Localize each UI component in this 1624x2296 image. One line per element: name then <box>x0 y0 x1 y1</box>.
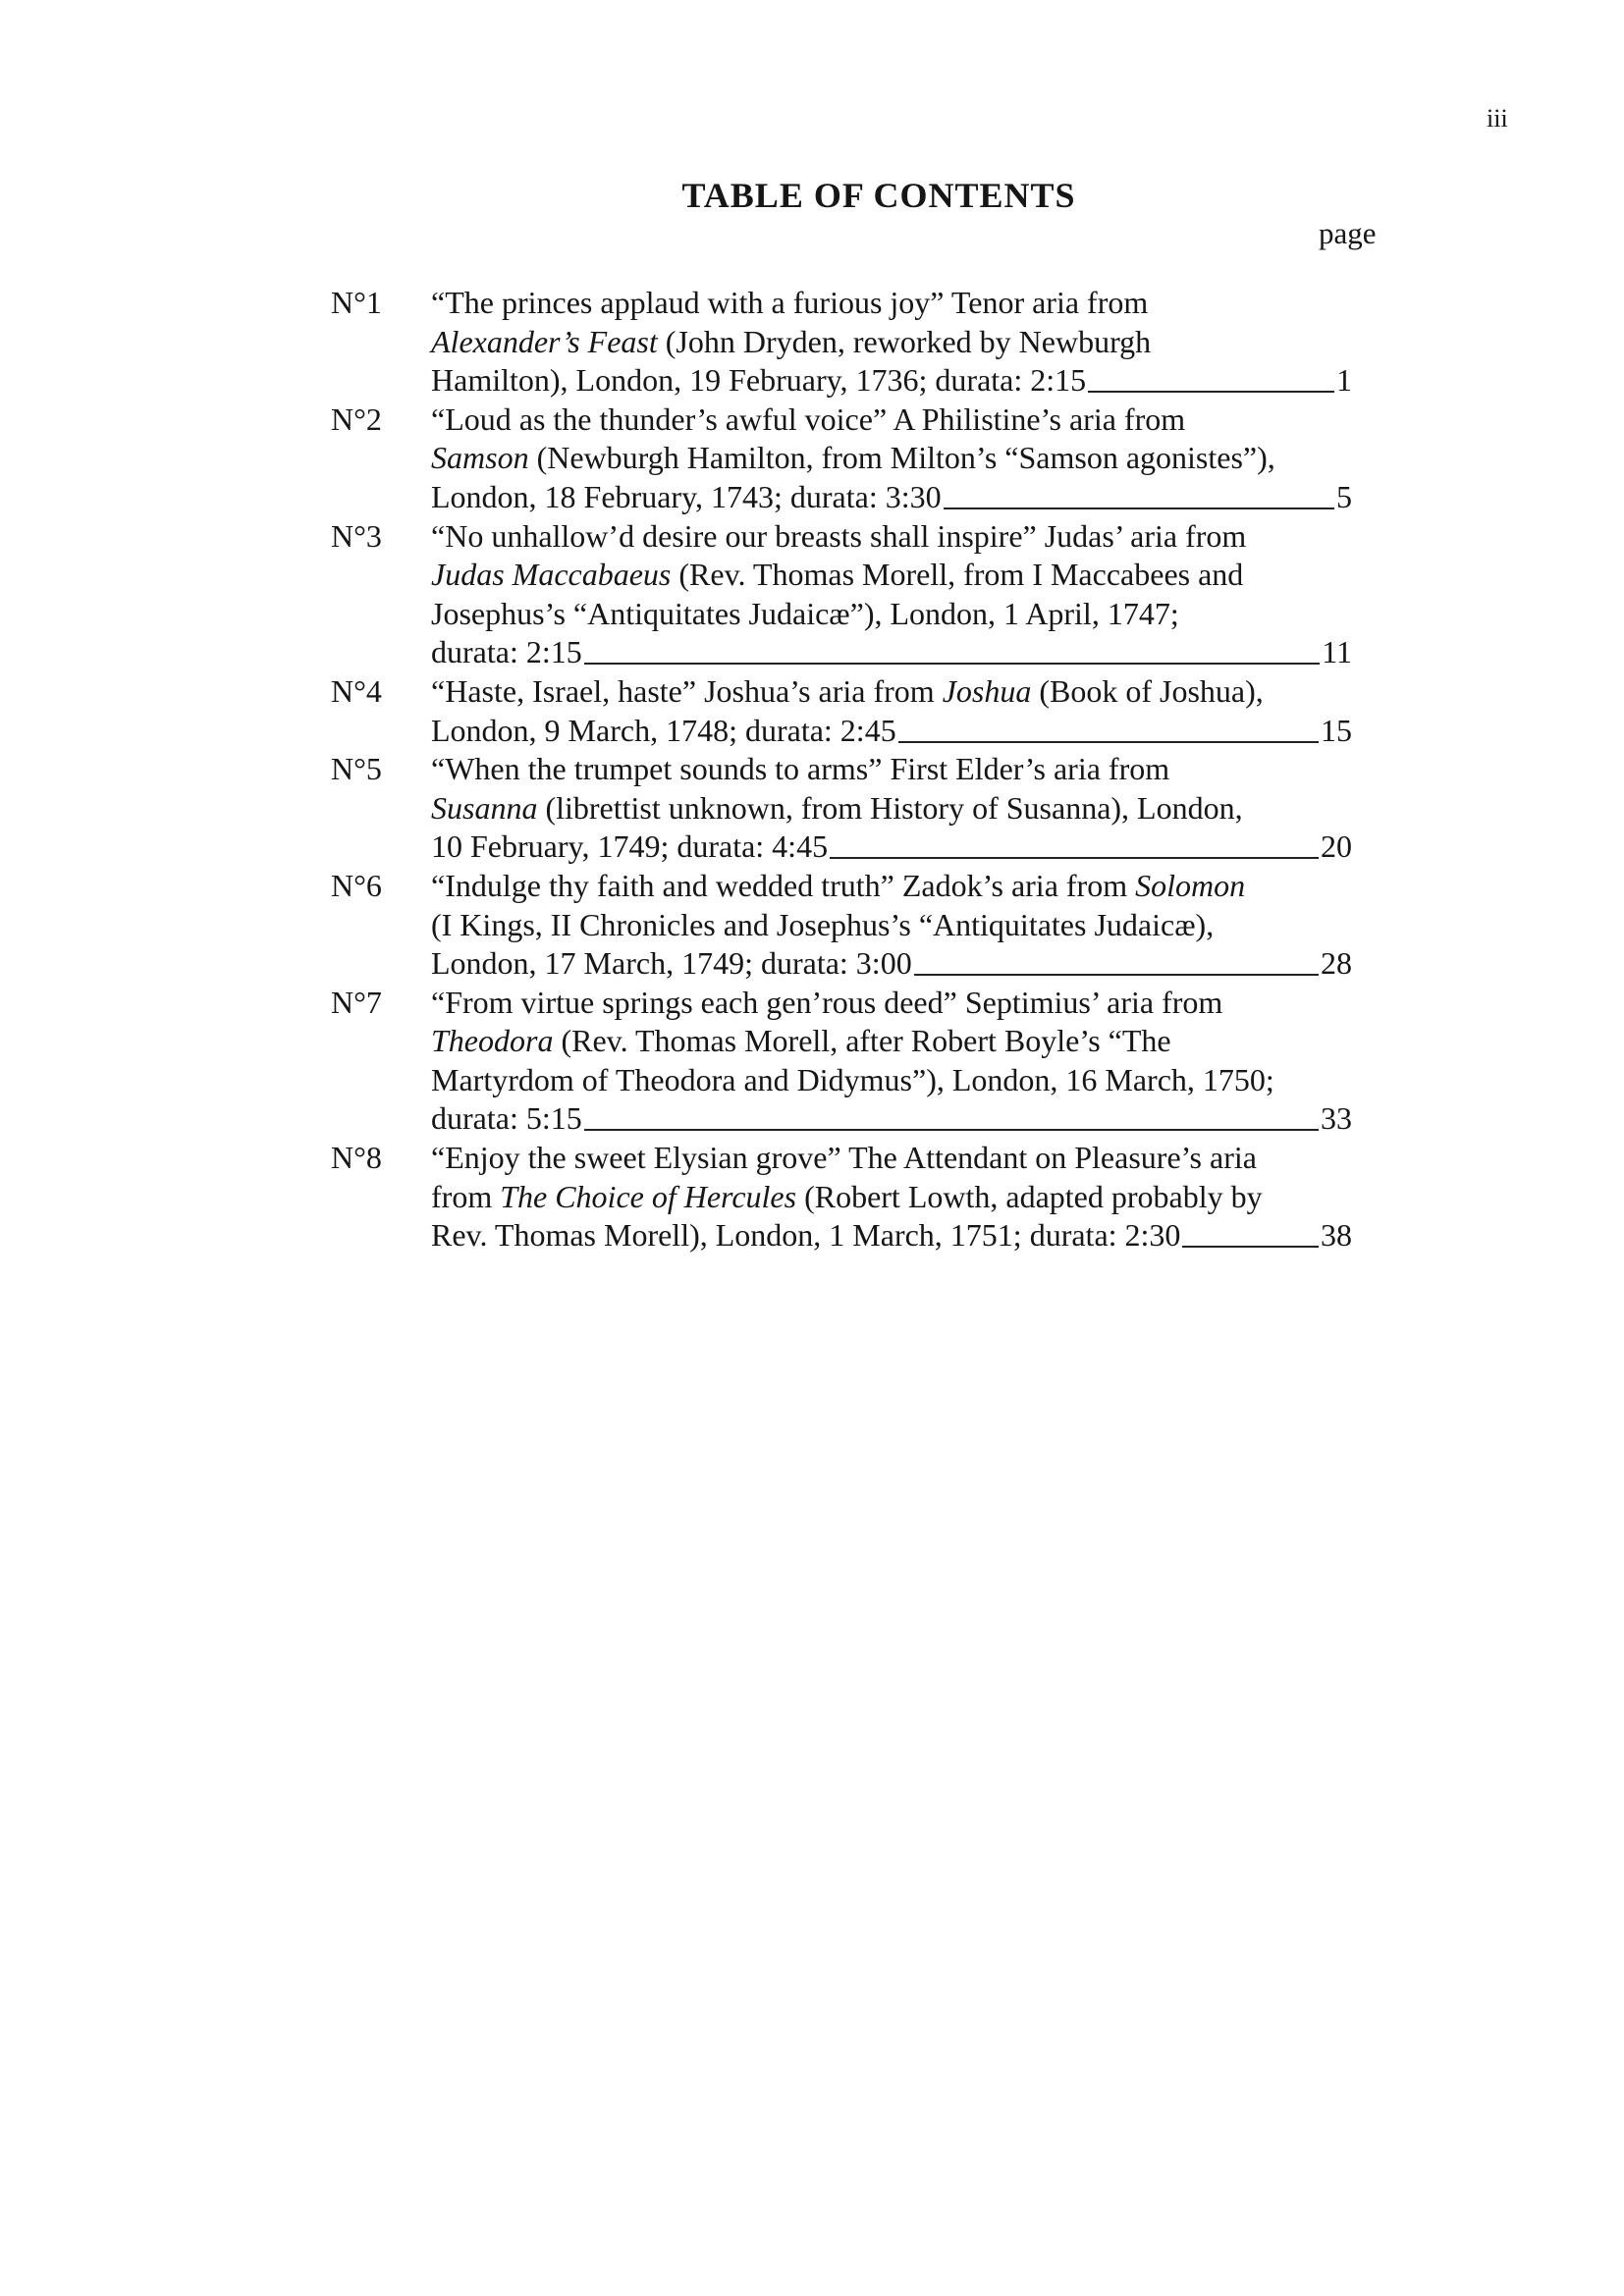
entry-line-rest: (Newburgh Hamilton, from Milton’s “Samson agonistes”), <box>528 440 1275 476</box>
entry-line <box>431 556 1352 595</box>
work-title: Susanna <box>431 789 538 826</box>
entry-line: Martyrdom of Theodora and Didymus”), London, 16 March, 1750; <box>431 1061 1274 1097</box>
entry-line-text: Hamilton), London, 19 February, 1736; durata: 2:15 <box>431 362 1087 399</box>
entry-last-line <box>431 944 1352 984</box>
dot-leader <box>830 857 1319 859</box>
entry-line-text: Rev. Thomas Morell), London, 1 March, 1751; durata: 2:30 <box>431 1217 1181 1254</box>
work-title: The Choice of Hercules <box>500 1178 797 1214</box>
entry-line <box>431 439 1352 478</box>
entry-last-line <box>431 712 1352 751</box>
entry-number: N°5 <box>331 751 382 787</box>
entry-last-line <box>431 633 1352 672</box>
entry-text <box>431 672 1352 750</box>
entry-number: N°2 <box>331 400 382 437</box>
entry-number: N°4 <box>331 672 382 709</box>
entry-text <box>431 284 1352 400</box>
page-number: iii <box>1487 104 1508 133</box>
toc-entry-2[interactable] <box>331 400 1352 517</box>
page-column-header: page <box>1319 216 1377 250</box>
entry-line-pre: “Indulge thy faith and wedded truth” Zadok’s aria from <box>431 867 1136 903</box>
entry-text <box>431 867 1352 984</box>
entry-line-text: London, 9 March, 1748; durata: 2:45 <box>431 712 896 748</box>
toc-entry-5[interactable] <box>331 750 1352 867</box>
entry-line-rest: (Rev. Thomas Morell, from I Maccabees and <box>671 557 1244 593</box>
entry-page[interactable]: 1 <box>1336 362 1352 399</box>
entry-line: “Loud as the thunder’s awful voice” A Philistine’s aria from <box>431 400 1186 437</box>
dot-leader <box>898 741 1319 743</box>
entry-number: N°6 <box>331 867 382 903</box>
entry-line-rest: (librettist unknown, from History of Susanna), London, <box>537 789 1243 826</box>
entry-page[interactable]: 28 <box>1321 945 1352 982</box>
table-of-contents <box>331 284 1352 1255</box>
entry-line-post: (Book of Joshua), <box>1031 672 1264 709</box>
toc-entry-3[interactable] <box>331 517 1352 672</box>
entry-last-line <box>431 828 1352 867</box>
entry-line <box>431 1178 1352 1217</box>
entry-line: Josephus’s “Antiquitates Judaicæ”), London, 1 April, 1747; <box>431 595 1179 631</box>
entry-line: “When the trumpet sounds to arms” First Elder’s aria from <box>431 751 1170 787</box>
entry-line-pre: “Haste, Israel, haste” Joshua’s aria from <box>431 672 943 709</box>
entry-line-rest: (Rev. Thomas Morell, after Robert Boyle’s “The <box>553 1023 1171 1059</box>
entry-text <box>431 517 1352 672</box>
entry-last-line <box>431 478 1352 517</box>
entry-line-text: 10 February, 1749; durata: 4:45 <box>431 828 829 865</box>
entry-line <box>431 323 1352 362</box>
entry-page[interactable]: 38 <box>1321 1217 1352 1254</box>
work-title: Alexander’s Feast <box>431 323 658 359</box>
entry-line-text: durata: 5:15 <box>431 1100 582 1137</box>
entry-line: “No unhallow’d desire our breasts shall inspire” Judas’ aria from <box>431 517 1247 554</box>
entry-line <box>431 672 1352 712</box>
dot-leader <box>914 974 1319 976</box>
page-title: TABLE OF CONTENTS <box>681 176 1076 215</box>
entry-text <box>431 984 1352 1139</box>
entry-line: “From virtue springs each gen’rous deed” Septimius’ aria from <box>431 984 1223 1020</box>
entry-line-rest: (Robert Lowth, adapted probably by <box>796 1178 1263 1214</box>
dot-leader <box>584 1129 1319 1131</box>
entry-page[interactable]: 11 <box>1322 634 1352 670</box>
work-title: Joshua <box>942 672 1032 709</box>
entry-line <box>431 789 1352 828</box>
entry-line <box>431 867 1352 906</box>
entry-page[interactable]: 20 <box>1321 828 1352 865</box>
work-title: Solomon <box>1135 867 1246 903</box>
entry-line: “Enjoy the sweet Elysian grove” The Attendant on Pleasure’s aria <box>431 1140 1257 1176</box>
entry-last-line <box>431 361 1352 400</box>
entry-text <box>431 400 1352 517</box>
work-title: Samson <box>431 440 529 476</box>
toc-entry-6[interactable] <box>331 867 1352 984</box>
entry-number: N°3 <box>331 517 382 554</box>
toc-entry-4[interactable] <box>331 672 1352 750</box>
entry-line: (I Kings, II Chronicles and Josephus’s “Antiquitates Judaicæ), <box>431 906 1215 942</box>
entry-line-rest: (John Dryden, reworked by Newburgh <box>657 323 1152 359</box>
entry-line <box>431 1022 1352 1061</box>
entry-text <box>431 1139 1352 1255</box>
entry-line-text: London, 18 February, 1743; durata: 3:30 <box>431 478 942 514</box>
toc-entry-8[interactable] <box>331 1139 1352 1255</box>
work-title: Theodora <box>431 1023 554 1059</box>
entry-number: N°7 <box>331 984 382 1020</box>
dot-leader <box>944 507 1334 509</box>
entry-page[interactable]: 33 <box>1321 1100 1352 1137</box>
entry-line-text: London, 17 March, 1749; durata: 3:00 <box>431 945 912 982</box>
entry-last-line <box>431 1099 1352 1139</box>
entry-number: N°1 <box>331 285 382 320</box>
entry-text <box>431 750 1352 867</box>
entry-last-line <box>431 1216 1352 1255</box>
entry-page[interactable]: 5 <box>1336 478 1352 514</box>
work-title: Judas Maccabaeus <box>431 557 672 593</box>
dot-leader <box>1182 1246 1319 1248</box>
entry-line-pre: from <box>431 1178 501 1214</box>
dot-leader <box>1088 391 1334 393</box>
entry-line-text: durata: 2:15 <box>431 634 582 670</box>
entry-page[interactable]: 15 <box>1321 712 1352 748</box>
entry-number: N°8 <box>331 1140 382 1176</box>
dot-leader <box>584 663 1320 665</box>
toc-entry-7[interactable] <box>331 984 1352 1139</box>
toc-entry-1[interactable] <box>331 284 1352 400</box>
entry-line: “The princes applaud with a furious joy” Tenor aria from <box>431 285 1149 320</box>
